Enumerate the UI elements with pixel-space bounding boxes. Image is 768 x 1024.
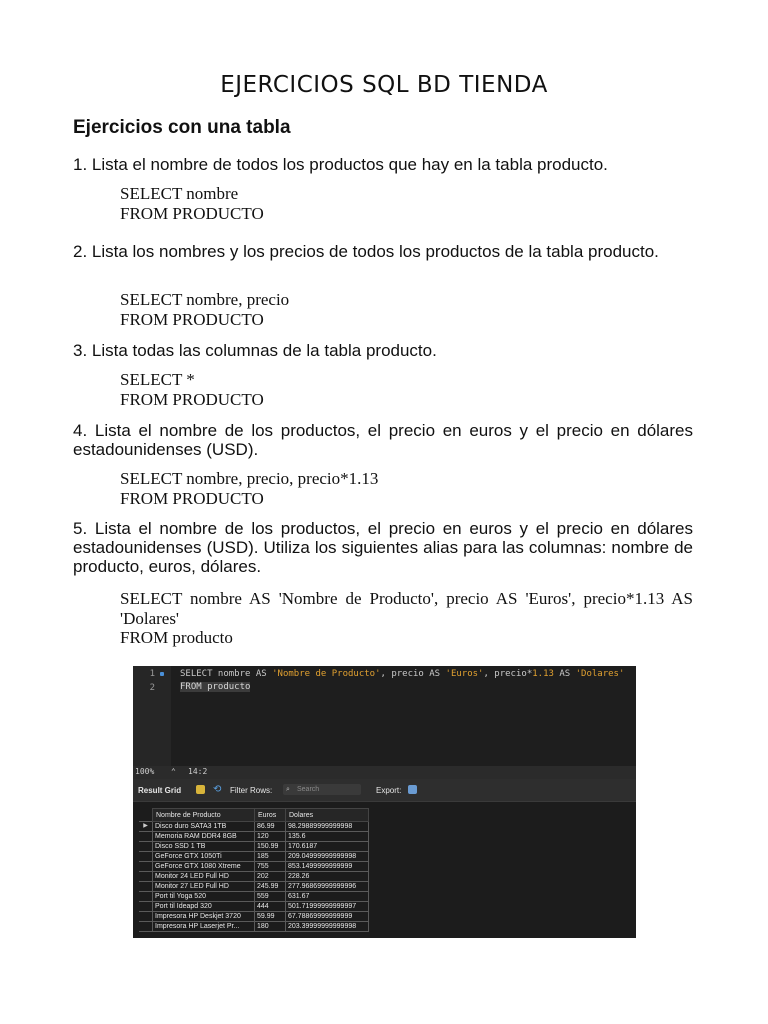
current-row-icon: ▶ [139,822,153,832]
workbench-screenshot [133,666,636,938]
result-toolbar [133,779,636,802]
statement-marker-icon [160,672,164,676]
column-header[interactable]: Euros [255,809,286,822]
table-row[interactable] [139,832,369,842]
table-cell[interactable]: 203.39999999999998 [286,922,369,932]
line-number-2: 2 [149,683,155,693]
filter-rows-label: Filter Rows: [230,786,273,795]
table-cell[interactable]: 67.78869999999999 [286,912,369,922]
table-row[interactable] [139,852,369,862]
export-label: Export: [376,786,402,795]
result-table [139,808,369,932]
row-marker-header [139,809,153,822]
sql-number: 1.13 [532,669,554,679]
stepper-icon[interactable]: ⌃ [171,767,176,776]
table-cell[interactable]: Monitor 24 LED Full HD [153,872,255,882]
sql-line-2: FROM producto [180,682,251,692]
table-cell[interactable]: 559 [255,892,286,902]
exercise-3-code: SELECT * FROM PRODUCTO [120,370,264,409]
table-cell[interactable]: 98.29889999999998 [286,822,369,832]
table-row[interactable] [139,892,369,902]
table-row[interactable] [139,902,369,912]
exercise-4-code: SELECT nombre, precio, precio*1.13 FROM PRODUCTO [120,469,379,508]
table-cell[interactable]: 444 [255,902,286,912]
editor-status-bar [133,766,636,779]
table-cell[interactable]: 180 [255,922,286,932]
exercise-5-question: 5. Lista el nombre de los productos, el precio en euros y el precio en dólares estadounidenses (USD). Utiliza los siguientes alias para las columnas: nombre de producto, euros, dólares. [73,519,693,576]
row-marker [139,922,153,932]
row-marker [139,902,153,912]
result-grid-tab[interactable]: Result Grid [138,786,182,795]
sql-editor[interactable] [133,666,636,766]
table-cell[interactable]: 185 [255,852,286,862]
exercise-3-question: 3. Lista todas las columnas de la tabla producto. [73,341,437,360]
search-input[interactable] [283,784,361,795]
line-gutter [133,666,171,766]
table-row[interactable] [139,922,369,932]
table-cell[interactable]: 170.6187 [286,842,369,852]
sql-token: , precio* [483,669,533,679]
table-cell[interactable]: 277.96869999999996 [286,882,369,892]
table-cell[interactable]: 755 [255,862,286,872]
exercise-1-code: SELECT nombre FROM PRODUCTO [120,184,264,223]
column-header[interactable]: Dolares [286,809,369,822]
row-marker [139,862,153,872]
table-cell[interactable]: 853.1499999999999 [286,862,369,872]
table-row[interactable] [139,862,369,872]
export-icon[interactable] [408,785,417,794]
exercise-4-question: 4. Lista el nombre de los productos, el precio en euros y el precio en dólares estadounidenses (USD). [73,421,693,459]
column-header[interactable]: Nombre de Producto [153,809,255,822]
section-subtitle: Ejercicios con una tabla [73,117,291,138]
exercise-5-code-line2: FROM producto [120,628,233,647]
exercise-2-question: 2. Lista los nombres y los precios de todos los productos de la tabla producto. [73,242,659,261]
row-marker [139,912,153,922]
row-marker [139,842,153,852]
sql-token: SELECT nombre AS [180,669,273,679]
table-row[interactable] [139,842,369,852]
result-grid [133,802,636,938]
row-marker [139,852,153,862]
table-cell[interactable]: Memoria RAM DDR4 8GB [153,832,255,842]
sql-string: 'Euros' [445,669,484,679]
grid-icon[interactable] [196,785,205,794]
row-marker [139,832,153,842]
table-cell[interactable]: Port til Ideapd 320 [153,902,255,912]
exercise-5-code-line1: SELECT nombre AS 'Nombre de Producto', precio AS 'Euros', precio*1.13 AS 'Dolares' [120,589,693,628]
table-cell[interactable]: Disco duro SATA3 1TB [153,822,255,832]
table-cell[interactable]: 631.67 [286,892,369,902]
table-cell[interactable]: GeForce GTX 1080 Xtreme [153,862,255,872]
row-marker [139,872,153,882]
sql-line-1 [180,669,624,679]
table-cell[interactable]: 120 [255,832,286,842]
exercise-1-question: 1. Lista el nombre de todos los productos que hay en la tabla producto. [73,155,608,174]
table-cell[interactable]: Impresora HP Laserjet Pr... [153,922,255,932]
row-marker [139,882,153,892]
table-cell[interactable]: Port til Yoga 520 [153,892,255,902]
table-row[interactable] [139,822,369,832]
table-cell[interactable]: Disco SSD 1 TB [153,842,255,852]
table-cell[interactable]: 228.26 [286,872,369,882]
search-placeholder: Search [297,786,320,793]
header-row [139,809,369,822]
table-cell[interactable]: 86.99 [255,822,286,832]
line-number-1: 1 [149,669,155,679]
zoom-level[interactable]: 100% [135,767,155,776]
table-cell[interactable]: Impresora HP Deskjet 3720 [153,912,255,922]
row-marker [139,892,153,902]
table-row[interactable] [139,872,369,882]
search-icon: ⌕ [286,786,290,793]
table-cell[interactable]: 209.04999999999998 [286,852,369,862]
table-cell[interactable]: 501.71999999999997 [286,902,369,912]
table-cell[interactable]: 135.6 [286,832,369,842]
table-row[interactable] [139,912,369,922]
sql-token: , precio AS [380,669,446,679]
sql-string: 'Nombre de Producto' [272,669,381,679]
table-cell[interactable]: 245.99 [255,882,286,892]
document-title: EJERCICIOS SQL BD TIENDA [220,72,548,98]
table-row[interactable] [139,882,369,892]
refresh-icon[interactable]: ⟲ [213,784,222,795]
cursor-position: 14:2 [188,767,208,776]
sql-string: 'Dolares' [575,669,625,679]
table-cell[interactable]: 150.99 [255,842,286,852]
table-cell[interactable]: Monitor 27 LED Full HD [153,882,255,892]
exercise-2-code: SELECT nombre, precio FROM PRODUCTO [120,290,290,329]
table-cell[interactable]: 59.99 [255,912,286,922]
sql-token: AS [553,669,576,679]
table-cell[interactable]: GeForce GTX 1050Ti [153,852,255,862]
table-cell[interactable]: 202 [255,872,286,882]
